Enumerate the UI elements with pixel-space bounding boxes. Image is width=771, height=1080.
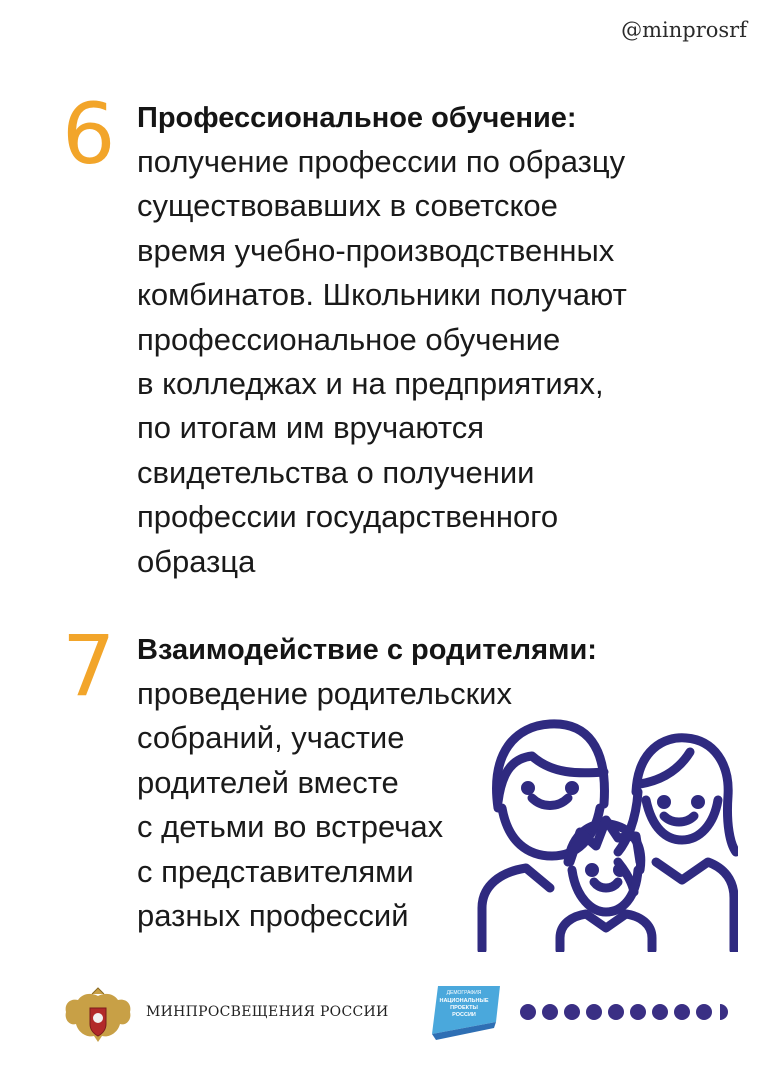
- section-title: Профессиональное обучение:: [137, 102, 577, 134]
- body-line: собраний, участие: [137, 720, 405, 756]
- dot: [520, 1004, 536, 1020]
- body-line: образца: [137, 543, 256, 579]
- body-line: существовавших в советское: [137, 188, 558, 224]
- body-line: получение профессии по образцу: [137, 144, 626, 179]
- dot: [696, 1004, 712, 1020]
- dot: [586, 1004, 602, 1020]
- dot: [720, 1004, 728, 1020]
- body-line: комбинатов. Школьники получают: [137, 277, 627, 313]
- body-line: по итогам им вручаются: [137, 410, 485, 446]
- body-line: профессии государственного: [137, 499, 559, 535]
- dot: [630, 1004, 646, 1020]
- dot: [608, 1004, 624, 1020]
- logo-text: РОССИИ: [452, 1012, 476, 1018]
- logo-text: НАЦИОНАЛЬНЫЕ: [439, 998, 489, 1004]
- section-number: 6: [62, 85, 116, 183]
- ministry-name: МИНПРОСВЕЩЕНИЯ РОССИИ: [146, 1004, 389, 1020]
- section-body: [137, 140, 627, 584]
- dot: [674, 1004, 690, 1020]
- logo-text: ПРОЕКТЫ: [450, 1005, 478, 1011]
- body-line: свидетельства о получении: [137, 454, 535, 490]
- logo-text: ДЕМОГРАФИЯ: [446, 990, 482, 996]
- body-line: родителей вместе: [137, 764, 399, 800]
- page-dots: [520, 1004, 728, 1020]
- body-line: разных профессий: [137, 898, 409, 934]
- section-body: [137, 672, 512, 938]
- dot: [564, 1004, 580, 1020]
- body-line: в колледжах и на предприятиях,: [137, 366, 604, 402]
- national-projects-logo: [430, 982, 504, 1042]
- body-line: профессиональное обучение: [137, 321, 561, 357]
- dot: [542, 1004, 558, 1020]
- dot: [652, 1004, 668, 1020]
- family-icon: [468, 712, 738, 952]
- section-title: Взаимодействие с родителями:: [137, 634, 597, 666]
- body-line: с детьми во встречах: [137, 809, 444, 845]
- social-handle: @minprosrf: [621, 18, 747, 42]
- body-line: с представителями: [137, 853, 414, 889]
- section-number: 7: [62, 617, 116, 715]
- footer: [0, 980, 771, 1050]
- body-line: время учебно-производственных: [137, 232, 615, 268]
- coat-of-arms-icon: [62, 986, 134, 1048]
- body-line: проведение родительских: [137, 676, 512, 711]
